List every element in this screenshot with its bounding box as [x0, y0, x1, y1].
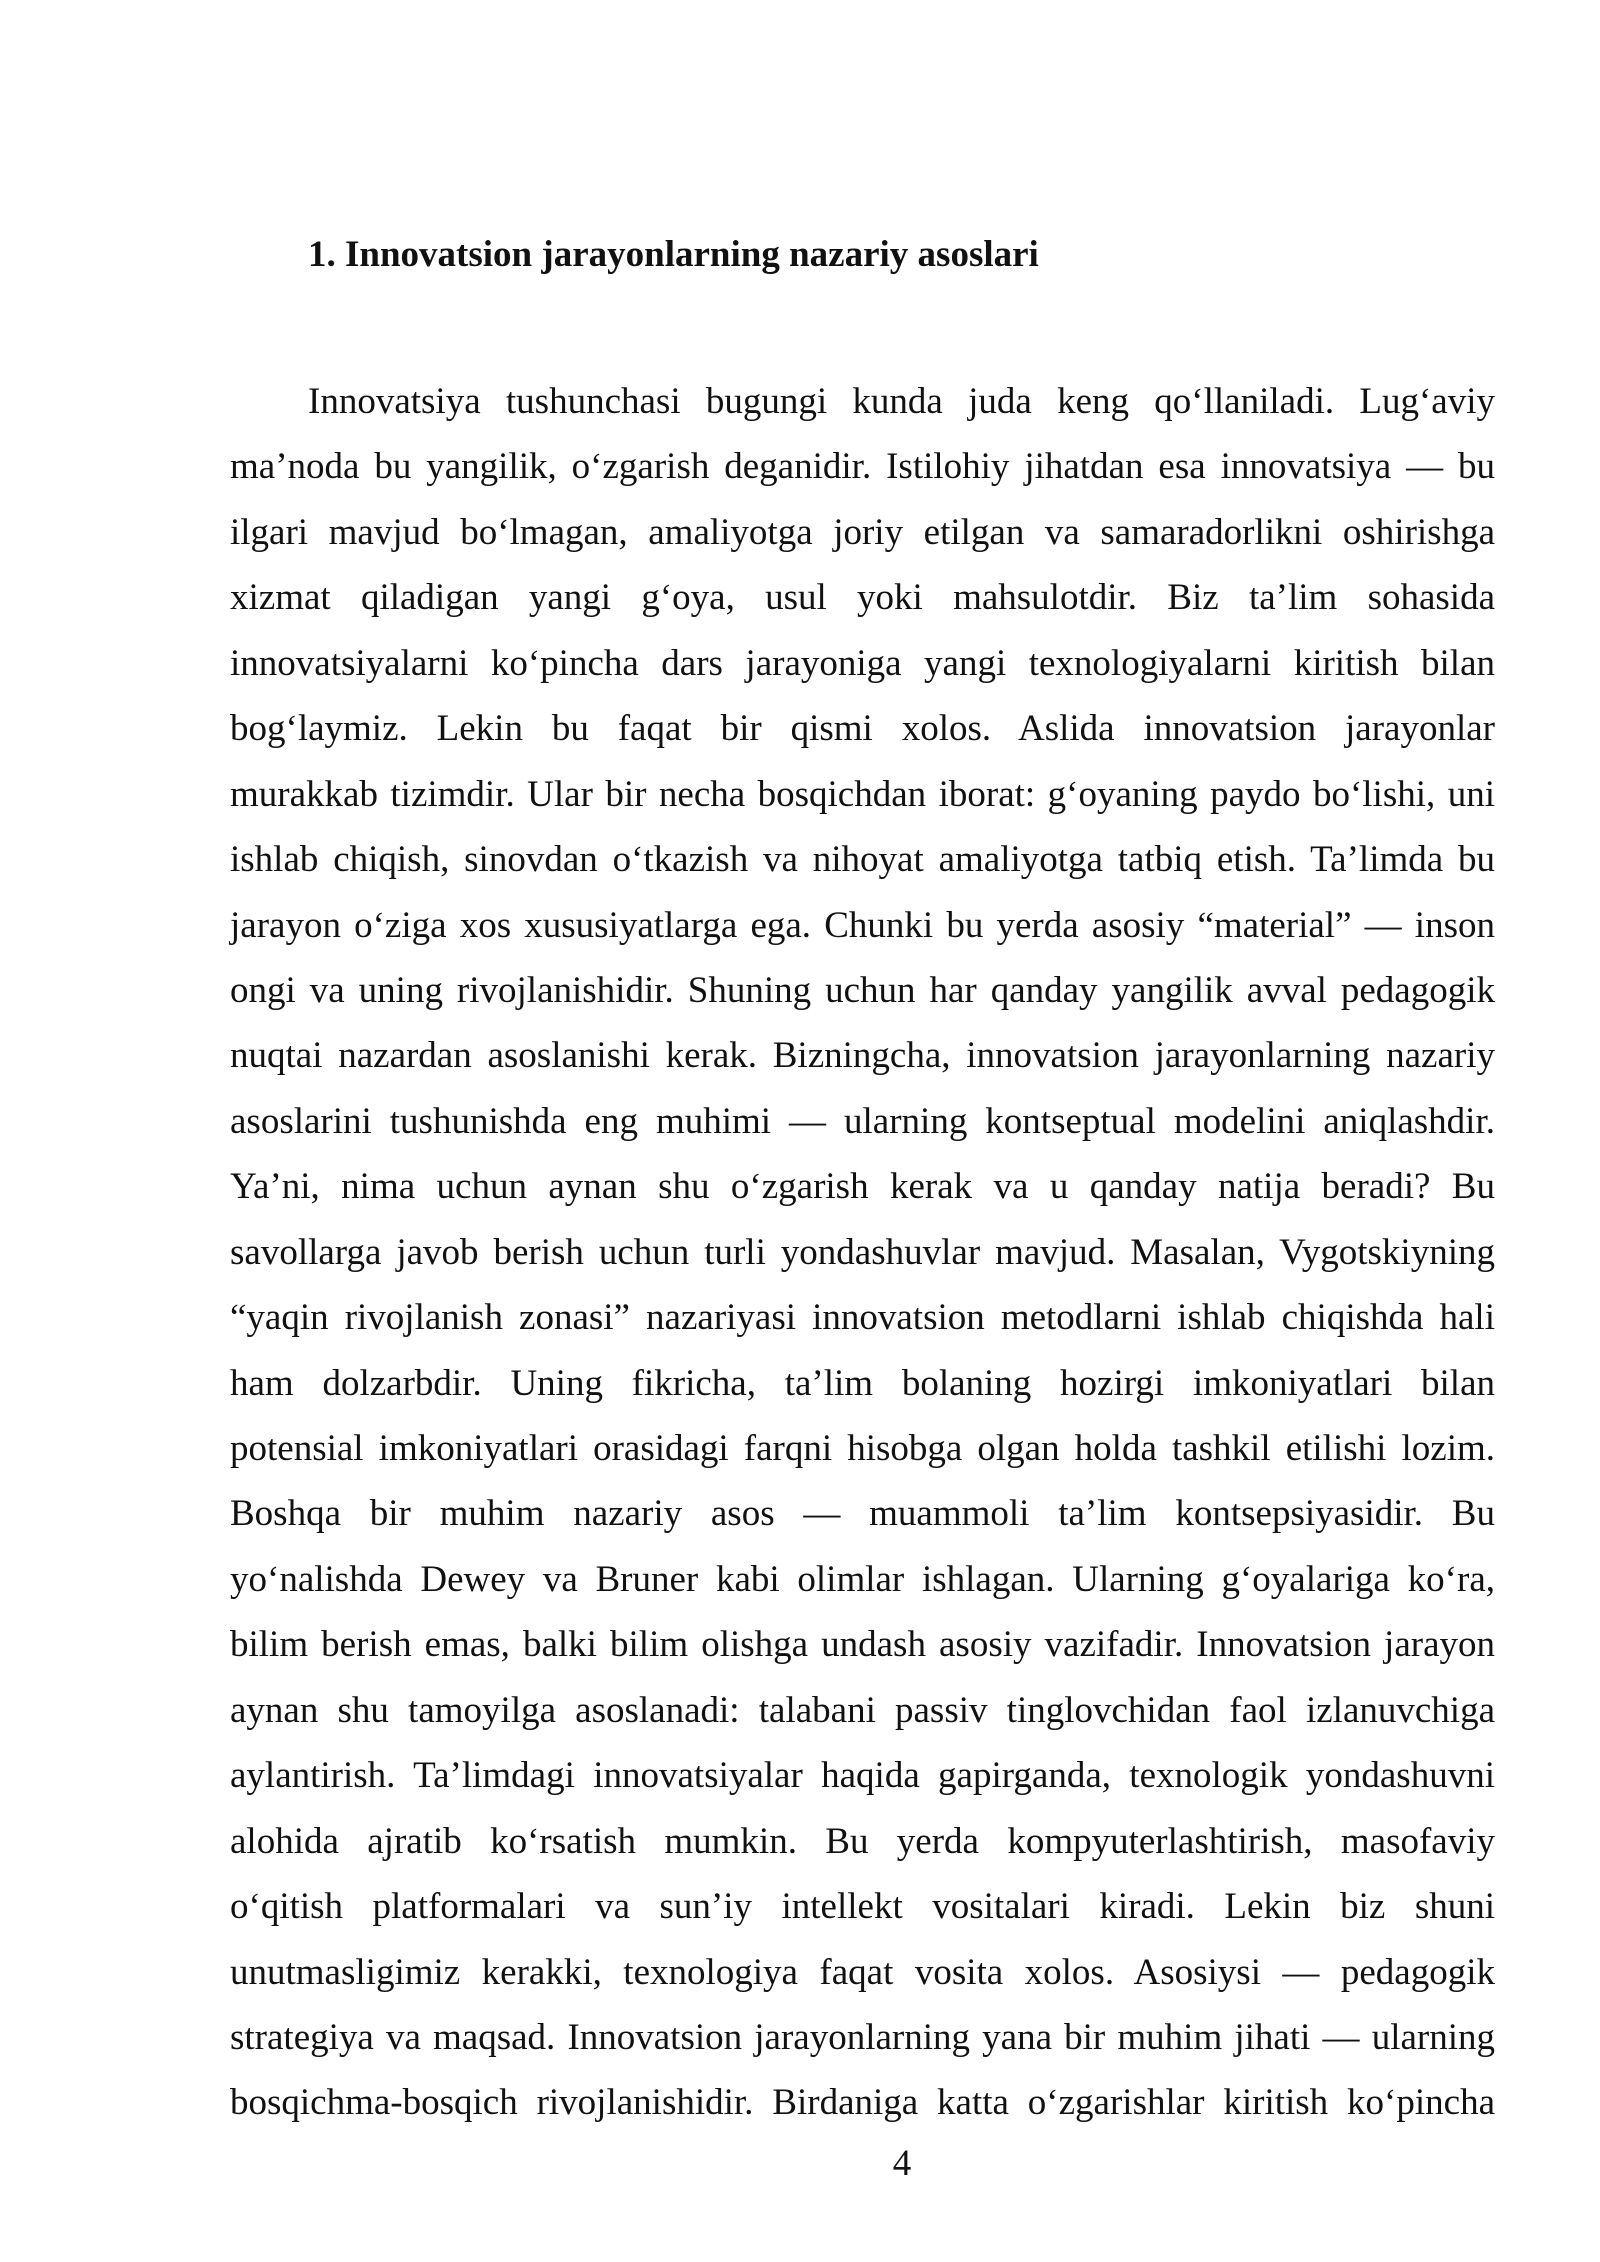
paragraph-line: xizmat qiladigan yangi g‘oya, usul yoki mahsulotdir. Biz ta’lim sohasida	[230, 577, 1495, 619]
paragraph-line: Boshqa bir muhim nazariy asos — muammoli ta’lim kontsepsiyasidir. Bu	[230, 1493, 1495, 1535]
paragraph-line: alohida ajratib ko‘rsatish mumkin. Bu yerda kompyuterlashtirish, masofaviy	[230, 1820, 1495, 1862]
paragraph-line: yo‘nalishda Dewey va Bruner kabi olimlar ishlagan. Ularning g‘oyalariga ko‘ra,	[230, 1558, 1495, 1600]
paragraph-line: aylantirish. Ta’limdagi innovatsiyalar haqida gapirganda, texnologik yondashuvni	[230, 1755, 1495, 1797]
paragraph-line: savollarga javob berish uchun turli yondashuvlar mavjud. Masalan, Vygotskiyning	[230, 1231, 1495, 1273]
paragraph-line: bosqichma-bosqich rivojlanishidir. Birdaniga katta o‘zgarishlar kiritish ko‘pincha	[230, 2082, 1495, 2124]
paragraph-line: ishlab chiqish, sinovdan o‘tkazish va nihoyat amaliyotga tatbiq etish. Ta’limda bu	[230, 839, 1495, 881]
paragraph-line: potensial imkoniyatlari orasidagi farqni hisobga olgan holda tashkil etilishi lozim.	[230, 1428, 1495, 1469]
paragraph-line: o‘qitish platformalari va sun’iy intellekt vositalari kiradi. Lekin biz shuni	[230, 1886, 1495, 1928]
paragraph-line: ma’noda bu yangilik, o‘zgarish deganidir. Istilohiy jihatdan esa innovatsiya — bu	[230, 446, 1495, 488]
paragraph-line: bog‘laymiz. Lekin bu faqat bir qismi xolos. Aslida innovatsion jarayonlar	[230, 708, 1495, 750]
paragraph-line: bilim berish emas, balki bilim olishga undash asosiy vazifadir. Innovatsion jarayon	[230, 1624, 1495, 1666]
paragraph-line: ongi va uning rivojlanishidir. Shuning uchun har qanday yangilik avval pedagogik	[230, 969, 1495, 1011]
paragraph-line: Innovatsiya tushunchasi bugungi kunda juda keng qo‘llaniladi. Lug‘aviy	[308, 381, 1495, 422]
paragraph-line: innovatsiyalarni ko‘pincha dars jarayoniga yangi texnologiyalarni kiritish bilan	[230, 642, 1495, 684]
paragraph-line: nuqtai nazardan asoslanishi kerak. Bizningcha, innovatsion jarayonlarning nazariy	[230, 1035, 1495, 1077]
paragraph-line: ilgari mavjud bo‘lmagan, amaliyotga joriy etilgan va samaradorlikni oshirishga	[230, 511, 1495, 553]
paragraph-line: jarayon o‘ziga xos xususiyatlarga ega. Chunki bu yerda asosiy “material” — inson	[230, 904, 1495, 946]
paragraph-line: murakkab tizimdir. Ular bir necha bosqichdan iborat: g‘oyaning paydo bo‘lishi, uni	[230, 773, 1495, 815]
body-paragraph	[230, 369, 1495, 2136]
paragraph-line: unutmasligimiz kerakki, texnologiya faqat vosita xolos. Asosiysi — pedagogik	[230, 1951, 1495, 1993]
paragraph-line: ham dolzarbdir. Uning fikricha, ta’lim bolaning hozirgi imkoniyatlari bilan	[230, 1362, 1495, 1404]
page-number: 4	[892, 2143, 912, 2184]
paragraph-line: aynan shu tamoyilga asoslanadi: talabani passiv tinglovchidan faol izlanuvchiga	[230, 1689, 1495, 1731]
section-heading: 1. Innovatsion jarayonlarning nazariy asoslari	[308, 234, 1039, 275]
paragraph-line: Ya’ni, nima uchun aynan shu o‘zgarish kerak va u qanday natija beradi? Bu	[230, 1166, 1495, 1208]
paragraph-line: “yaqin rivojlanish zonasi” nazariyasi innovatsion metodlarni ishlab chiqishda hali	[230, 1297, 1495, 1339]
paragraph-line: strategiya va maqsad. Innovatsion jarayonlarning yana bir muhim jihati — ularning	[230, 2016, 1495, 2058]
paragraph-line: asoslarini tushunishda eng muhimi — ularning kontseptual modelini aniqlashdir.	[230, 1100, 1495, 1142]
